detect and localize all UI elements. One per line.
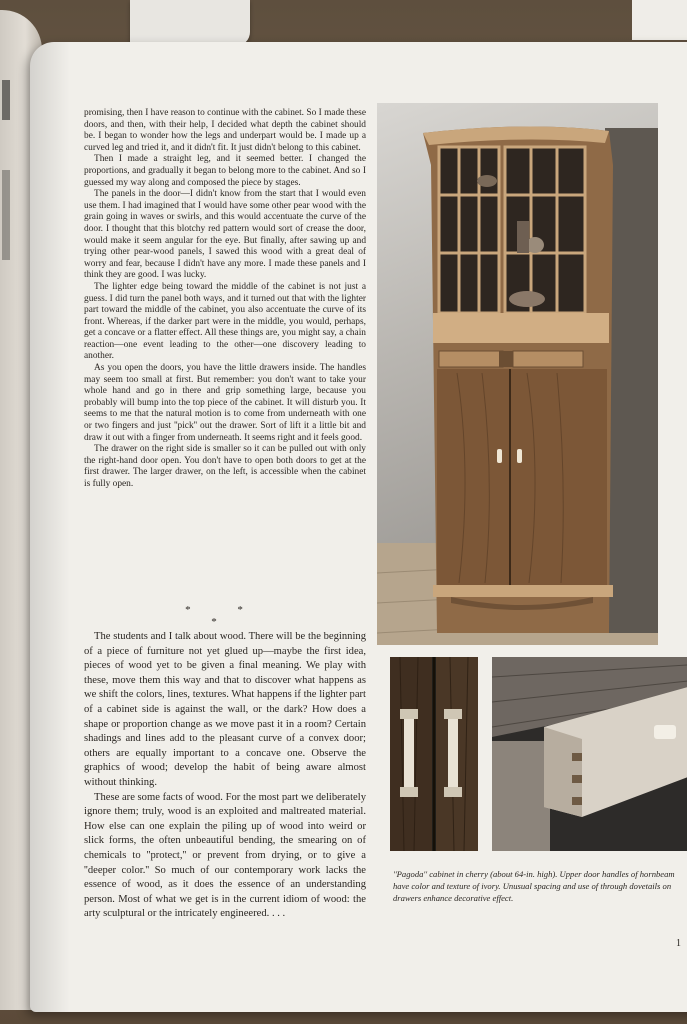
paragraph: promising, then I have reason to continue with the cabinet. So I made these doors, and then, with their help, I decided what depth the cabinet should be. I began to wonder how the legs and underpart would be. I made up a curved leg and tried it, and it didn't fit. It just didn't belong to this cabinet. [84,108,366,153]
paragraph: The panels in the door—I didn't know from the start that I would even use them. I had imagined that I would have some other pear wood with the grain going in waves or swirls, and this would accentuate the curve of the door. I thought that this blotchy red pattern would sort of crease the door, would make it seem angular for the eye. But finally, after sawing up and trying other pear-wood panels, I sawed this wood with a great deal of worry and fear, because I didn't have any more. I made these panels and I think they are good. I was lucky. [84,189,366,281]
drawer-dovetail-photo [492,657,687,851]
page-gutter-shadow [30,42,70,1012]
paragraph: The students and I talk about wood. There will be the beginning of a piece of furniture not yet glued up—maybe the first idea, pieces of wood yet to be given a final meaning. We play with these, move them this way and that to discover what happens as we shift the colors, lines, textures. What happens if the lighter part of a cabinet side is against the wall, or the dark? How does a shape or proportion change as we move past it in a room? Certain shadings and lines add to the pleasant curve of a convex door; others are equally important to a concave one. Observe the graphics of wood; develop the habit of being aware almost without thinking. [84,631,366,788]
text-column-top [84,108,366,491]
paragraph: These are some facts of wood. For the most part we deliberately ignore them; truly, wood is an exploited and maltreated material. How else can one explain the piling up of wood into weird or slick forms, the often unbeautiful bending, the smearing on of chemicals to ''protect,'' or prevent from drying, or to give a ''deeper color.'' So much of our contemporary work lacks the essence of wood, as it does the essence of an understanding person. Most of what we get is in the current idiom of wood: the arty sculptural or the intricately engineered. . . . [84,791,366,920]
paragraph: The lighter edge being toward the middle of the cabinet is not just a guess. I did turn the panel both ways, and it turned out that with the lighter part toward the middle of the cabinet, you also accentuate the curve of its front. Whereas, if the darker part were in the middle, you would, perhaps, get a concave or a flatter effect. All these things are, you might say, a chain reaction—one event leading to the other—one discovery leading to another. [84,281,366,362]
left-page-text-fragment [2,80,10,120]
paragraph: Then I made a straight leg, and it seemed better. I changed the proportions, and gradually it began to belong more to the cabinet. And so I guessed my way along and composed the piece by stages. [84,154,366,188]
background-book-corner [130,0,250,46]
left-page-text-fragment [2,170,10,260]
paragraph: The drawer on the right side is smaller so it can be pulled out with only the right-hand door open. You don't have to open both doors to get at the first drawer. The larger drawer, on the left, is accessible when the cabinet is fully open. [84,444,366,489]
cabinet-photo [377,103,658,645]
text-column-bottom [84,630,366,922]
cabinet-illustration [377,103,658,645]
door-handles-photo [390,657,478,851]
paragraph: As you open the doors, you have the little drawers inside. The handles may seem too small at first. But remember: you don't want to take your whole hand and go in there and grip something large, because you probably will bump into the top piece of the cabinet. It will disturb you. It seems to me that the natural motion is to come from underneath with one or two fingers and just ''pick'' out the drawer. Sort of lift it a little bit and draw it out with a finger from underneath. It seems right and it feels good. [84,363,366,443]
photo-caption: ''Pagoda'' cabinet in cherry (about 64-in. high). Upper door handles of hornbeam have color and texture of ivory. Unusual spacing and use of through dovetails on drawers enhance decorative effect. [393,869,675,904]
page-number: 1 [676,938,681,949]
background-paper [632,0,687,40]
section-separator: * * * [185,604,265,628]
drawer-illustration [492,657,687,851]
handles-illustration [390,657,478,851]
